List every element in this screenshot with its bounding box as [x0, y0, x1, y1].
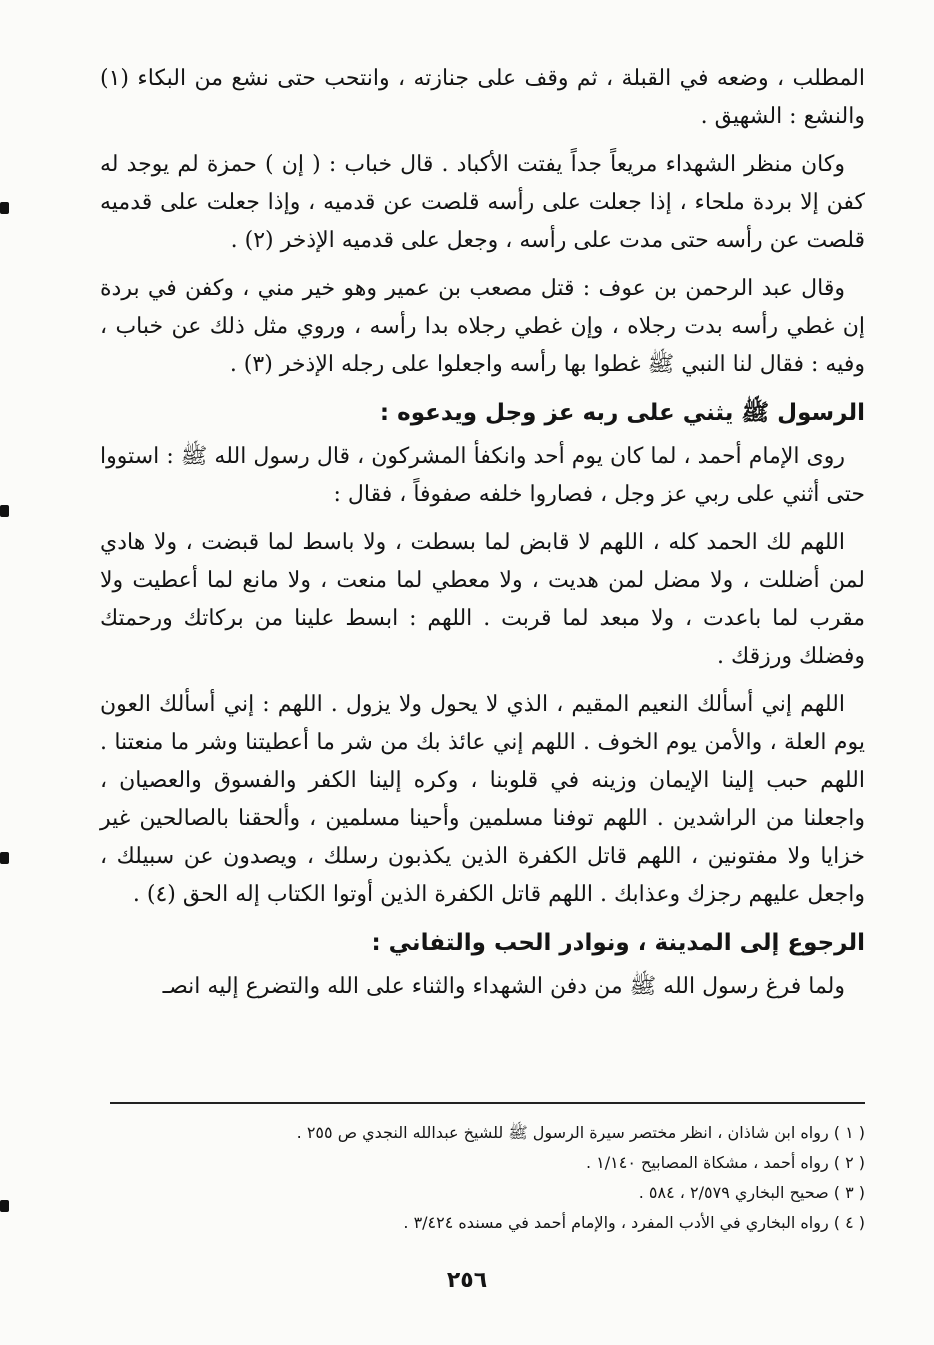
paragraph: ولما فرغ رسول الله ﷺ من دفن الشهداء والثناء على الله والتضرع إليه انصـ — [162, 974, 845, 999]
footnotes — [100, 1118, 865, 1238]
section-heading: الرجوع إلى المدينة ، ونوادر الحب والتفاني : — [371, 930, 865, 956]
paragraph: اللهم لك الحمد كله ، اللهم لا قابض لما بسطت ، ولا باسط لما قبضت ، ولا هادي لمن أضللت ، ولا مضل لمن هديت ، ولا معطي لما منعت ، ولا مانع لما أعطيت ولا مقرب لما باعدت ، ولا مبعد لما قربت . اللهم : ابسط علينا من بركاتك ورحمتك وفضلك ورزقك . — [100, 530, 865, 669]
footnote: ( ٢ ) رواه أحمد ، مشكاة المصابيح ١/١٤٠ . — [586, 1153, 865, 1172]
binding-mark — [0, 505, 9, 517]
binding-mark — [0, 852, 9, 864]
binding-mark — [0, 1200, 9, 1212]
footnote: ( ١ ) رواه ابن شاذان ، انظر مختصر سيرة الرسول ﷺ للشيخ عبدالله النجدي ص ٢٥٥ . — [296, 1123, 865, 1142]
paragraph: روى الإمام أحمد ، لما كان يوم أحد وانكفأ المشركون ، قال رسول الله ﷺ : استووا حتى أثني على ربي عز وجل ، فصاروا خلفه صفوفاً ، فقال : — [100, 444, 865, 507]
footnote-divider — [110, 1102, 865, 1104]
section-heading: الرسول ﷺ يثني على ربه عز وجل ويدعوه : — [379, 400, 865, 426]
footnote: ( ٣ ) صحيح البخاري ٢/٥٧٩ ، ٥٨٤ . — [638, 1183, 865, 1202]
footnote: ( ٤ ) رواه البخاري في الأدب المفرد ، والإمام أحمد في مسنده ٣/٤٢٤ . — [403, 1213, 865, 1232]
binding-mark — [0, 202, 9, 214]
paragraph: اللهم إني أسألك النعيم المقيم ، الذي لا يحول ولا يزول . اللهم : إني أسألك العون يوم العلة ، والأمن يوم الخوف . اللهم إني عائذ بك من شر ما أعطيتنا وشر ما منعتنا . اللهم حبب إلينا الإيمان وزينه في قلوبنا ، وكره إلينا الكفر والفسوق والعصيان ، واجعلنا من الراشدين . اللهم توفنا مسلمين وأحينا مسلمين ، وألحقنا بالصالحين غير خزايا ولا مفتونين ، اللهم قاتل الكفرة الذين يكذبون رسلك ، ويصدون عن سبيلك ، واجعل عليهم رجزك وعذابك . اللهم قاتل الكفرة الذين أوتوا الكتاب إله الحق (٤) . — [100, 692, 865, 907]
paragraph: وقال عبد الرحمن بن عوف : قتل مصعب بن عمير وهو خير مني ، وكفن في بردة إن غطي رأسه بدت رجلاه ، وإن غطي رجلاه بدا رأسه ، وروي مثل ذلك عن خباب ، وفيه : فقال لنا النبي ﷺ غطوا بها رأسه واجعلوا على رجله الإذخر (٣) . — [100, 276, 865, 377]
paragraph: وكان منظر الشهداء مريعاً جداً يفتت الأكباد . قال خباب : ( إن ) حمزة لم يوجد له كفن إلا بردة ملحاء ، إذا جعلت على رأسه قلصت عن قدميه ، وإذا جعلت على قدميه قلصت عن رأسه حتى مدت على رأسه ، وجعل على قدميه الإذخر (٢) . — [100, 152, 865, 253]
paragraph: المطلب ، وضعه في القبلة ، ثم وقف على جنازته ، وانتحب حتى نشع من البكاء (١) والنشع : الشهيق . — [100, 66, 865, 129]
page-number: ٢٥٦ — [446, 1268, 488, 1293]
